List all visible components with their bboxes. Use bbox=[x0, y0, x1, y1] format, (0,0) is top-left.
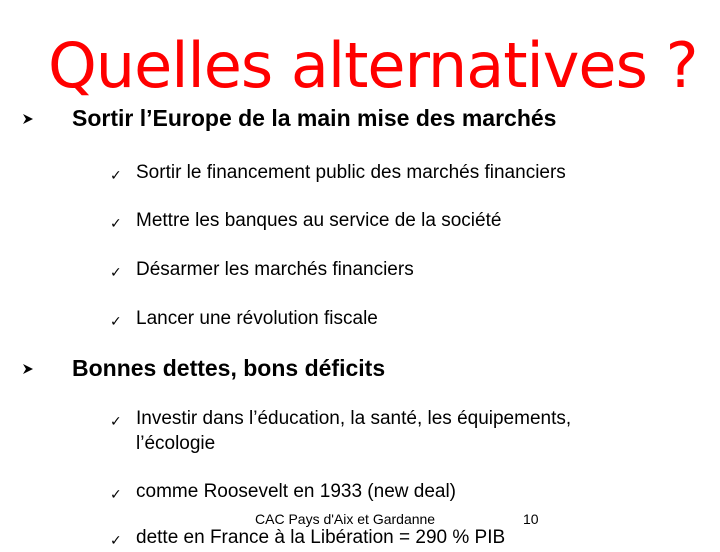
checkmark-icon: ✓ bbox=[110, 313, 122, 329]
checkmark-icon: ✓ bbox=[110, 215, 122, 231]
checkmark-icon: ✓ bbox=[110, 167, 122, 183]
list-item-label: l’écologie bbox=[136, 433, 216, 454]
checkmark-icon: ✓ bbox=[110, 486, 122, 502]
list-item-label: Désarmer les marchés financiers bbox=[136, 259, 414, 280]
list-item-label: comme Roosevelt en 1933 (new deal) bbox=[136, 481, 457, 502]
slide-title: Quelles alternatives ? bbox=[48, 29, 698, 102]
page-number: 10 bbox=[523, 511, 539, 527]
arrowhead-bullet-icon bbox=[22, 363, 34, 375]
list-item-label: Investir dans l’éducation, la santé, les équipements, bbox=[136, 408, 572, 429]
checkmark-icon: ✓ bbox=[110, 413, 122, 429]
list-item-label: Lancer une révolution fiscale bbox=[136, 308, 378, 329]
checkmark-icon: ✓ bbox=[110, 532, 122, 548]
footer-org: CAC Pays d'Aix et Gardanne bbox=[255, 511, 436, 527]
list-item-label: Sortir le financement public des marchés financiers bbox=[136, 162, 566, 183]
checkmark-icon: ✓ bbox=[110, 264, 122, 280]
list-item-label: Mettre les banques au service de la société bbox=[136, 210, 502, 231]
section-heading-label: Bonnes dettes, bons déficits bbox=[72, 355, 386, 381]
list-item-label: dette en France à la Libération = 290 % PIB bbox=[136, 527, 506, 548]
arrowhead-bullet-icon bbox=[22, 113, 34, 125]
section-heading-label: Sortir l’Europe de la main mise des marchés bbox=[72, 105, 557, 131]
